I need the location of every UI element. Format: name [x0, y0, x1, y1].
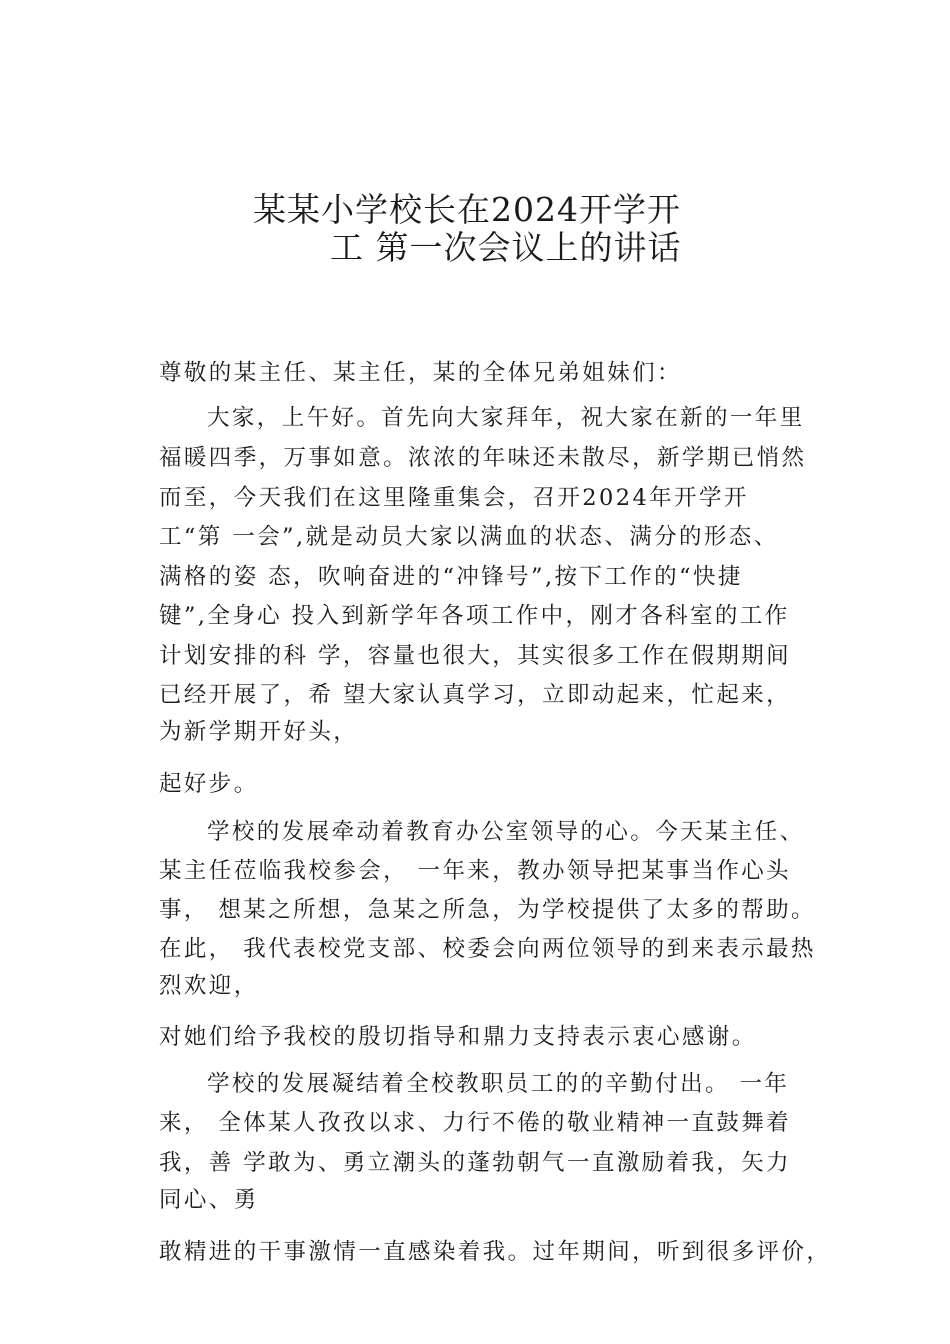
body-line: 烈欢迎，: [159, 973, 259, 999]
body-line: 福暖四季，万事如意。浓浓的年味还未散尽，新学期已悄然: [159, 445, 807, 471]
body-line: 敢精进的干事激情一直感染着我。过年期间，听到很多评价，: [159, 1239, 832, 1265]
document-title-line-2: 工 第一次会议上的讲话: [330, 228, 682, 267]
body-line: 满格的姿 态，吹响奋进的“冲锋号”,按下工作的“快捷: [159, 564, 743, 590]
body-line: 大家，上午好。首先向大家拜年，祝大家在新的一年里: [207, 405, 805, 431]
salutation: 尊敬的某主任、某主任，某的全体兄弟姐妹们：: [159, 360, 682, 386]
body-line: 对她们给予我校的殷切指导和鼎力支持表示衷心感谢。: [159, 1024, 757, 1050]
body-line: 已经开展了，希 望大家认真学习，立即动起来，忙起来，: [159, 682, 792, 708]
document-title-line-1: 某某小学校长在2024开学开: [253, 190, 681, 229]
body-line: 学校的发展凝结着全校教职员工的的辛勤付出。 一年: [207, 1071, 790, 1097]
body-line: 某主任莅临我校参会， 一年来，教办领导把某事当作心头: [159, 858, 792, 884]
body-line: 为新学期开好头，: [159, 719, 359, 745]
body-line: 事， 想某之所想，急某之所急，为学校提供了太多的帮助。: [159, 897, 816, 923]
body-line: 在此， 我代表校党支部、校委会向两位领导的到来表示最热: [159, 936, 816, 962]
body-line: 来， 全体某人孜孜以求、力行不倦的敬业精神一直鼓舞着: [159, 1110, 792, 1136]
body-line: 工“第 一会”,就是动员大家以满血的状态、满分的形态、: [159, 524, 779, 550]
body-line: 而至，今天我们在这里隆重集会，召开2024年开学开: [159, 485, 749, 511]
body-line: 我，善 学敢为、勇立潮头的蓬勃朝气一直激励着我，矢力: [159, 1150, 792, 1176]
body-line: 计划安排的科 学，容量也很大，其实很多工作在假期期间: [159, 643, 792, 669]
body-line: 学校的发展牵动着教育办公室领导的心。今天某主任、: [207, 819, 805, 845]
body-line: 同心、勇: [159, 1187, 259, 1213]
body-line: 起好步。: [159, 771, 259, 797]
body-line: 键”,全身心 投入到新学年各项工作中，刚才各科室的工作: [159, 603, 790, 629]
